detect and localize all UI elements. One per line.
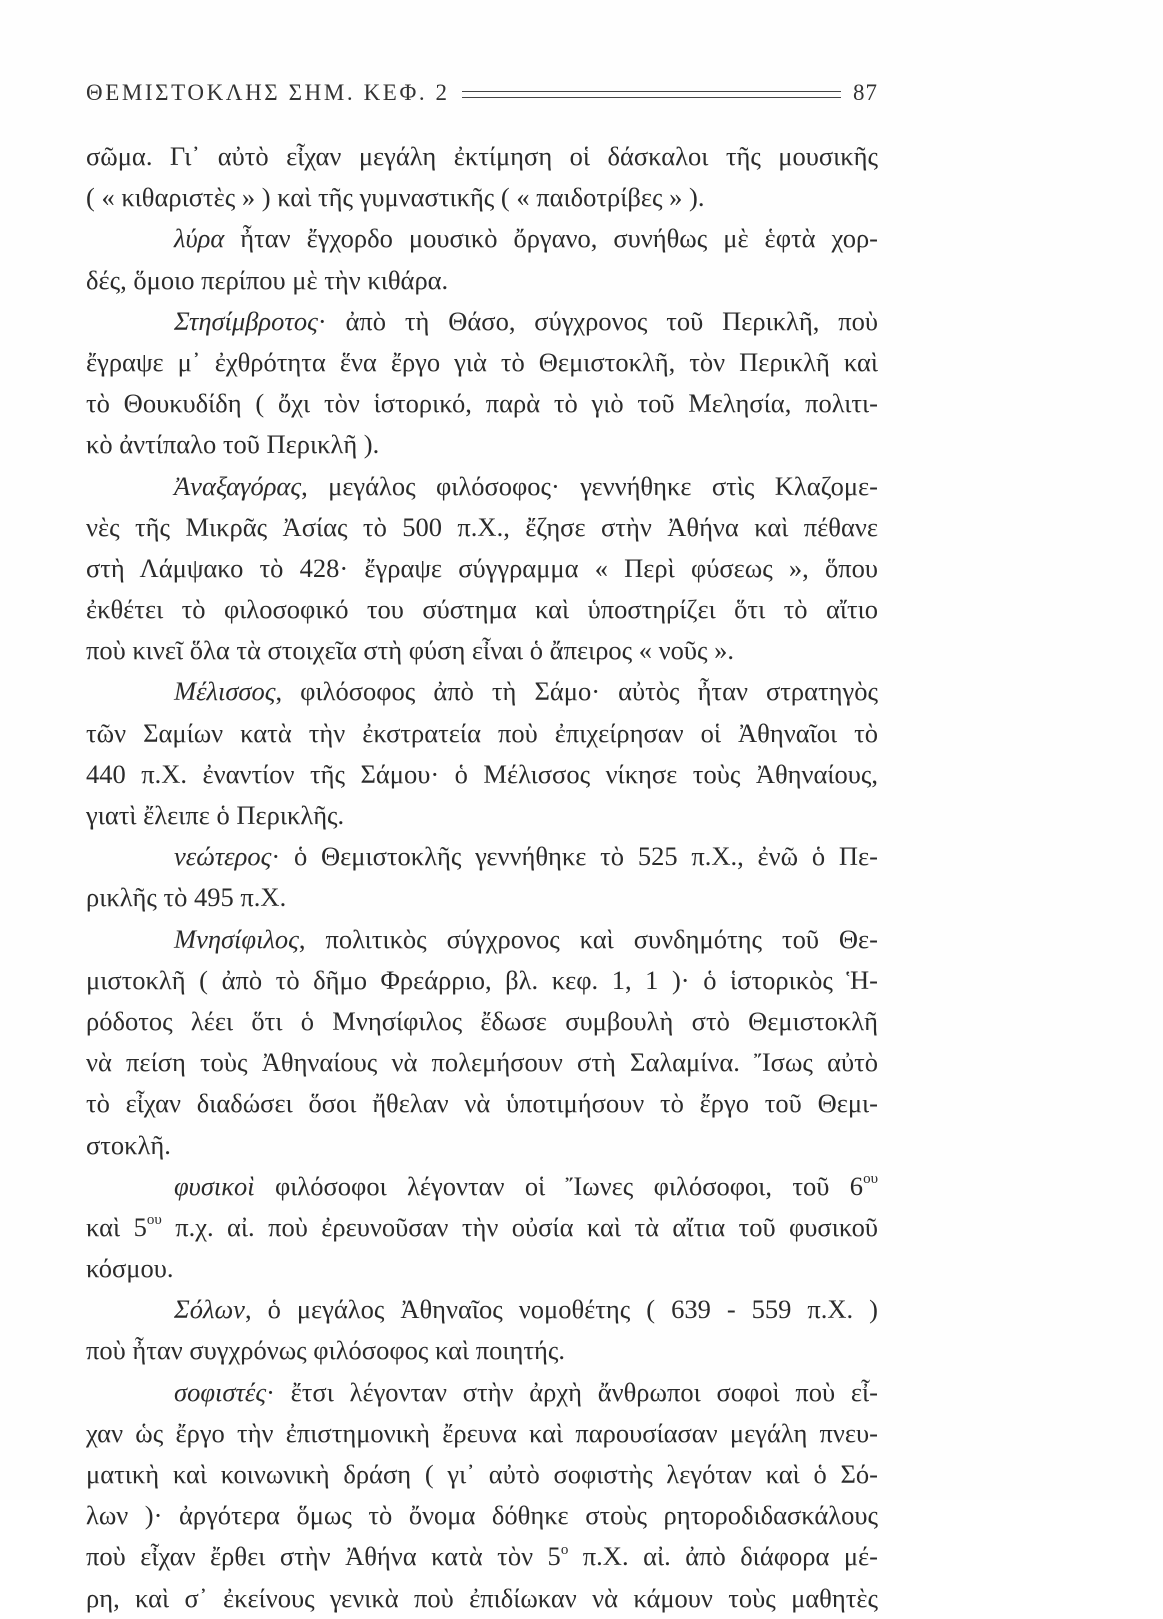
text-run: , ὁ μεγάλος Ἀθηναῖος νομοθέτης ( 639 - 559 π.Χ. ) bbox=[244, 1294, 878, 1325]
page-number: 87 bbox=[853, 80, 878, 105]
text-line bbox=[86, 1248, 878, 1289]
italic-term: Στησίμβροτος bbox=[174, 305, 318, 336]
superscript: ο bbox=[560, 1541, 569, 1558]
text-run: φιλόσοφοι λέγονταν οἱ Ἴωνες φιλόσοφοι, τοῦ 6 bbox=[254, 1170, 864, 1201]
text-line bbox=[86, 1125, 878, 1166]
text-run: ἐκθέτει τὸ φιλοσοφικό του σύστημα καὶ ὑποστηρίζει ὅτι τὸ αἴτιο bbox=[86, 594, 878, 625]
text-run: , μεγάλος φιλόσοφος· γεννήθηκε στὶς Κλαζομε- bbox=[301, 470, 878, 501]
text-run: στὴ Λάμψακο τὸ 428· ἔγραψε σύγγραμμα « Περὶ φύσεως », ὅπου bbox=[86, 552, 878, 583]
text-run: ἔγραψε μ᾽ ἐχθρότητα ἕνα ἔργο γιὰ τὸ Θεμιστοκλῆ, τὸν Περικλῆ καὶ bbox=[86, 346, 878, 377]
text-line bbox=[86, 1495, 878, 1536]
text-run: λων )· ἀργότερα ὅμως τὸ ὄνομα δόθηκε στοὺς ρητοροδιδασκάλους bbox=[86, 1500, 878, 1531]
text-run: ποὺ εἶχαν ἔρθει στὴν Ἀθήνα κατὰ τὸν 5 bbox=[86, 1541, 561, 1572]
text-run: , πολιτικὸς σύγχρονος καὶ συνδημότης τοῦ Θε- bbox=[298, 923, 878, 954]
text-line bbox=[86, 1454, 878, 1495]
text-line bbox=[86, 1330, 878, 1371]
superscript: ου bbox=[146, 1212, 162, 1229]
text-run: τὸ εἶχαν διαδώσει ὅσοι ἤθελαν νὰ ὑποτιμήσουν τὸ ἔργο τοῦ Θεμι- bbox=[86, 1088, 878, 1119]
text-run: π.χ. αἰ. ποὺ ἐρευνοῦσαν τὴν οὐσία καὶ τὰ αἴτια τοῦ φυσικοῦ bbox=[161, 1211, 878, 1242]
text-line bbox=[86, 1536, 878, 1577]
text-run: ρη, καὶ σ᾽ ἐκείνους γενικὰ ποὺ ἐπιδίωκαν νὰ κάμουν τοὺς μαθητὲς bbox=[86, 1582, 878, 1613]
text-run: σῶμα. Γι᾽ αὐτὸ εἶχαν μεγάλη ἐκτίμηση οἱ δάσκαλοι τῆς μουσικῆς bbox=[86, 141, 878, 171]
text-line bbox=[86, 1166, 878, 1207]
text-line bbox=[86, 136, 878, 177]
header-double-rule bbox=[462, 91, 841, 98]
text-run: ρόδοτος λέει ὅτι ὁ Μνησίφιλος ἔδωσε συμβουλὴ στὸ Θεμιστοκλῆ bbox=[86, 1005, 878, 1036]
superscript: ου bbox=[863, 1170, 878, 1187]
text-line bbox=[86, 795, 878, 836]
text-run: γιατὶ ἔλειπε ὁ Περικλῆς. bbox=[86, 800, 345, 830]
text-line bbox=[86, 919, 878, 960]
text-run: ματικὴ καὶ κοινωνικὴ δράση ( γι᾽ αὐτὸ σοφιστὴς λεγόταν καὶ ὁ Σό- bbox=[86, 1459, 878, 1489]
text-run: · ἀπὸ τὴ Θάσο, σύγχρονος τοῦ Περικλῆ, ποὺ bbox=[317, 305, 878, 336]
text-run: καὶ 5 bbox=[86, 1211, 147, 1242]
text-line bbox=[86, 177, 878, 218]
text-line bbox=[86, 836, 878, 877]
body-text bbox=[86, 136, 878, 1619]
text-line bbox=[86, 383, 878, 424]
running-header bbox=[86, 78, 878, 108]
text-run: ρικλῆς τὸ 495 π.Χ. bbox=[86, 882, 287, 913]
text-run: 440 π.Χ. ἐναντίον τῆς Σάμου· ὁ Μέλισσος νίκησε τοὺς Ἀθηναίους, bbox=[86, 758, 878, 789]
text-line bbox=[86, 342, 878, 383]
text-run: · ὁ Θεμιστοκλῆς γεννήθηκε τὸ 525 π.Χ., ἐνῶ ὁ Πε- bbox=[271, 841, 878, 872]
italic-term: σοφιστές bbox=[174, 1376, 267, 1407]
text-run: μιστοκλῆ ( ἀπὸ τὸ δῆμο Φρεάρριο, βλ. κεφ. 1, 1 )· ὁ ἱστορικὸς Ἡ- bbox=[86, 964, 878, 995]
text-line bbox=[86, 713, 878, 754]
text-line bbox=[86, 218, 878, 259]
text-run: ἦταν ἔγχορδο μουσικὸ ὄργανο, συνήθως μὲ ἑφτὰ χορ- bbox=[224, 223, 878, 254]
text-run: τῶν Σαμίων κατὰ τὴν ἐκστρατεία ποὺ ἐπιχείρησαν οἱ Ἀθηναῖοι τὸ bbox=[86, 717, 878, 748]
italic-term: νεώτερος bbox=[174, 841, 272, 872]
italic-term: Ἀναξαγόρας bbox=[174, 470, 302, 501]
text-line bbox=[86, 1207, 878, 1248]
text-run: κὸ ἀντίπαλο τοῦ Περικλῆ ). bbox=[86, 429, 380, 460]
text-line bbox=[86, 260, 878, 301]
text-line bbox=[86, 671, 878, 712]
text-run: ποὺ ἦταν συγχρόνως φιλόσοφος καὶ ποιητής. bbox=[86, 1335, 565, 1366]
text-run: ποὺ κινεῖ ὅλα τὰ στοιχεῖα στὴ φύση εἶναι ὁ ἄπειρος « νοῦς ». bbox=[86, 635, 735, 666]
text-line bbox=[86, 424, 878, 465]
text-line bbox=[86, 466, 878, 507]
text-line bbox=[86, 301, 878, 342]
italic-term: Σόλων bbox=[174, 1294, 245, 1325]
italic-term: Μνησίφιλος bbox=[174, 923, 299, 954]
text-run: τὸ Θουκυδίδη ( ὄχι τὸν ἱστορικό, παρὰ τὸ γιὸ τοῦ Μελησία, πολιτι- bbox=[86, 388, 878, 419]
text-line bbox=[86, 630, 878, 671]
text-run: νὰ πείση τοὺς Ἀθηναίους νὰ πολεμήσουν στὴ Σαλαμίνα. Ἴσως αὐτὸ bbox=[86, 1047, 878, 1078]
text-line bbox=[86, 507, 878, 548]
text-run: · ἔτσι λέγονταν στὴν ἀρχὴ ἄνθρωποι σοφοὶ ποὺ εἶ- bbox=[266, 1376, 878, 1407]
running-title: ΘΕΜΙΣΤΟΚΛΗΣ ΣΗΜ. ΚΕΦ. 2 bbox=[86, 80, 450, 105]
text-run: νὲς τῆς Μικρᾶς Ἀσίας τὸ 500 π.Χ., ἔζησε στὴν Ἀθήνα καὶ πέθανε bbox=[86, 511, 878, 542]
text-line bbox=[86, 1083, 878, 1124]
italic-term: Μέλισσος bbox=[174, 676, 276, 707]
text-run: δές, ὅμοιο περίπου μὲ τὴν κιθάρα. bbox=[86, 264, 449, 295]
text-line bbox=[86, 1289, 878, 1330]
italic-term: φυσικοὶ bbox=[174, 1170, 255, 1201]
text-line bbox=[86, 548, 878, 589]
text-line bbox=[86, 1001, 878, 1042]
text-run: ( « κιθαριστὲς » ) καὶ τῆς γυμναστικῆς ( « παιδοτρίβες » ). bbox=[86, 182, 705, 213]
text-line bbox=[86, 1042, 878, 1083]
text-line bbox=[86, 960, 878, 1001]
text-run: κόσμου. bbox=[86, 1253, 174, 1284]
text-line bbox=[86, 1578, 878, 1619]
text-line bbox=[86, 877, 878, 918]
text-line bbox=[86, 1413, 878, 1454]
text-run: , φιλόσοφος ἀπὸ τὴ Σάμο· αὐτὸς ἦταν στρατηγὸς bbox=[275, 676, 878, 707]
text-line bbox=[86, 754, 878, 795]
text-run: χαν ὡς ἔργο τὴν ἐπιστημονικὴ ἔρευνα καὶ παρουσίασαν μεγάλη πνευ- bbox=[86, 1417, 878, 1448]
text-run: π.Χ. αἰ. ἀπὸ διάφορα μέ- bbox=[568, 1541, 879, 1572]
text-line bbox=[86, 589, 878, 630]
italic-term: λύρα bbox=[174, 223, 225, 254]
text-run: στοκλῆ. bbox=[86, 1129, 171, 1160]
text-line bbox=[86, 1372, 878, 1413]
